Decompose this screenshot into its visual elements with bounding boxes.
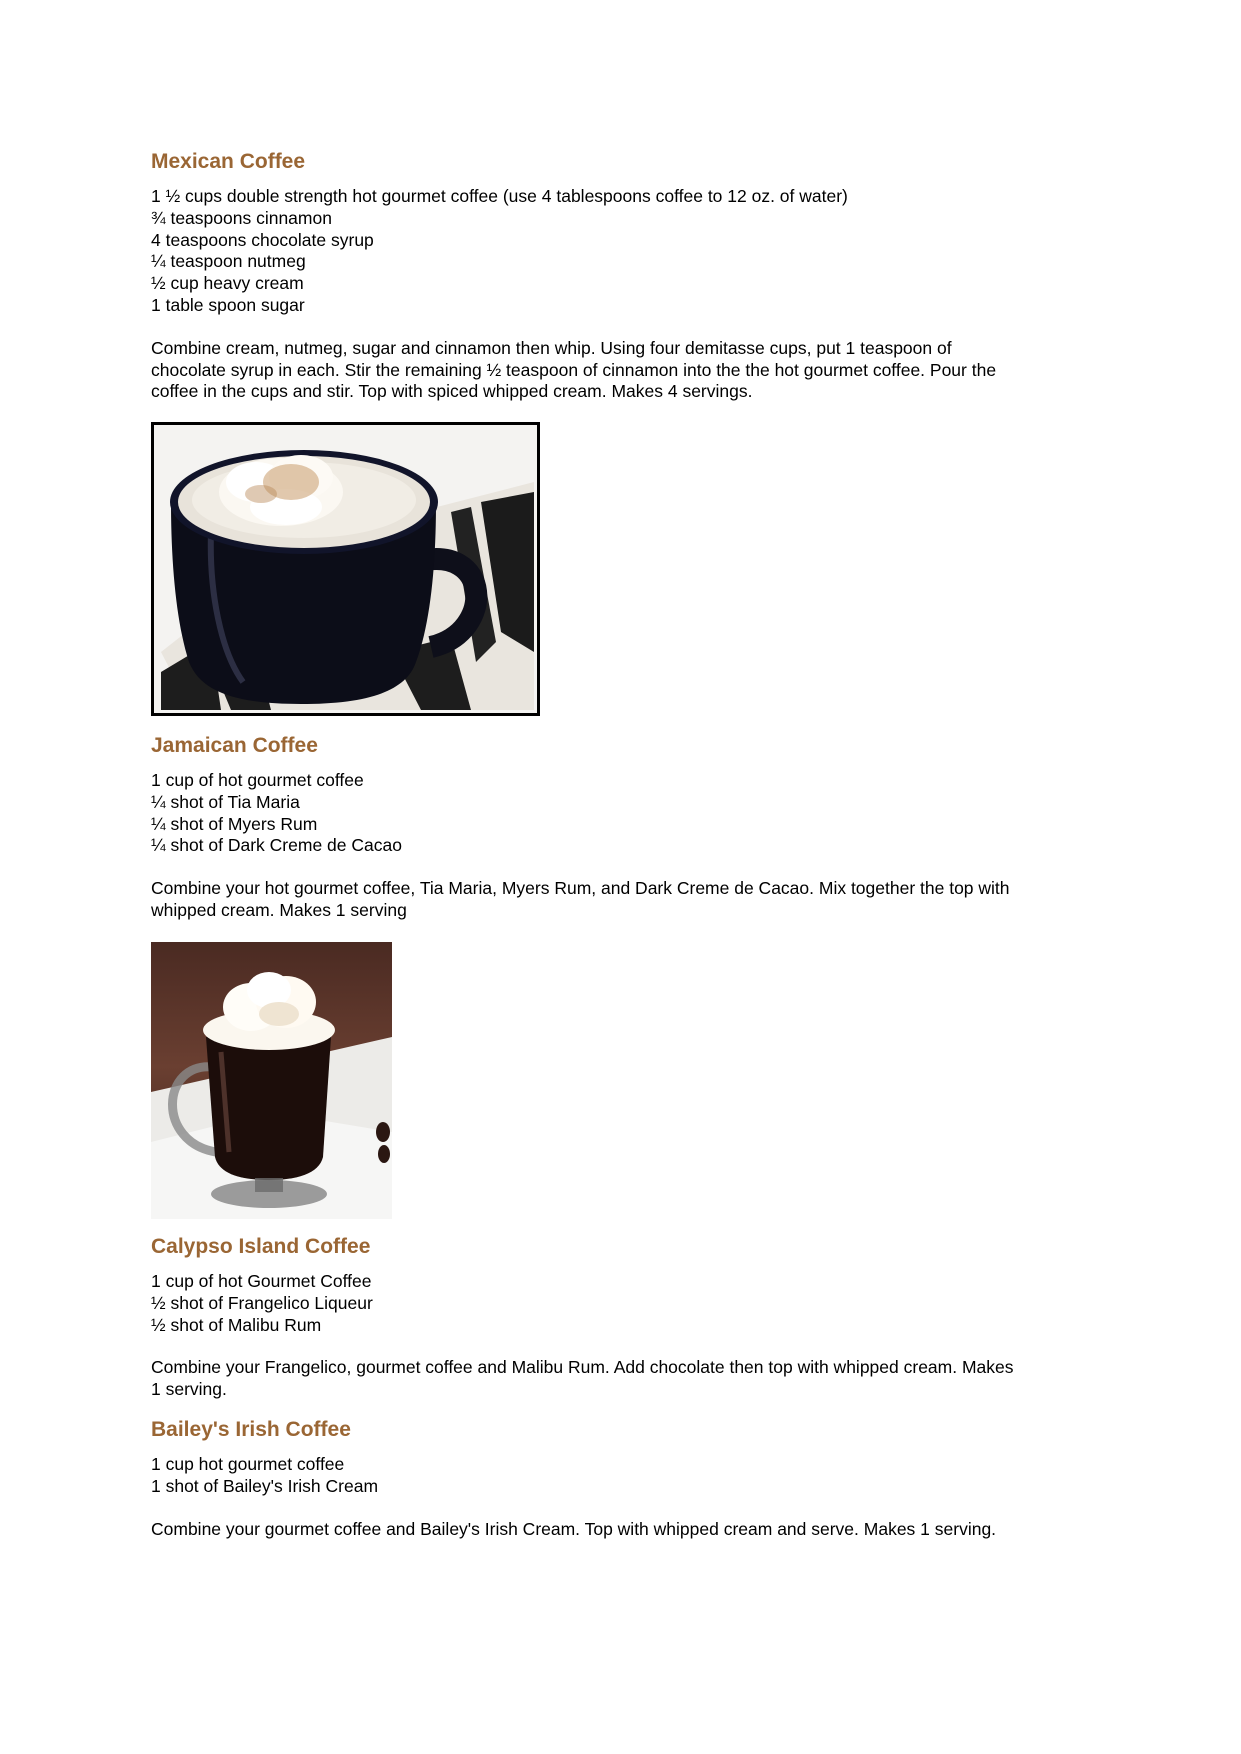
method-line: Combine your hot gourmet coffee, Tia Maria, Myers Rum, and Dark Creme de Cacao. Mix together the top with xyxy=(151,878,1010,899)
ingredient-list xyxy=(151,186,1091,317)
method-line: coffee in the cups and stir. Top with spiced whipped cream. Makes 4 servings. xyxy=(151,381,753,402)
ingredient: ¼ shot of Myers Rum xyxy=(151,813,318,834)
recipe-calypso-island-coffee xyxy=(151,1233,1091,1401)
method-line: chocolate syrup in each. Stir the remaining ½ teaspoon of cinnamon into the the hot gourmet coffee. Pour the xyxy=(151,359,997,380)
method-text xyxy=(151,878,1091,922)
method-line: Combine your Frangelico, gourmet coffee and Malibu Rum. Add chocolate then top with whipped cream. Makes xyxy=(151,1357,1014,1378)
ingredient: ¼ shot of Tia Maria xyxy=(151,791,300,812)
recipe-mexican-coffee xyxy=(151,148,1091,716)
ingredient: 1 cup of hot Gourmet Coffee xyxy=(151,1271,372,1291)
ingredient: 1 cup of hot gourmet coffee xyxy=(151,770,364,790)
recipe-title: Mexican Coffee xyxy=(151,150,306,173)
ingredient-list xyxy=(151,1454,1091,1498)
ingredient: 4 teaspoons chocolate syrup xyxy=(151,229,374,250)
ingredient-list xyxy=(151,770,1091,857)
ingredient: 1 cup hot gourmet coffee xyxy=(151,1454,345,1474)
ingredient-list xyxy=(151,1271,1091,1336)
method-text xyxy=(151,1519,1091,1541)
recipe-baileys-irish-coffee xyxy=(151,1416,1091,1540)
method-text xyxy=(151,1357,1091,1401)
recipe-title: Bailey's Irish Coffee xyxy=(151,1418,351,1441)
recipe-title: Calypso Island Coffee xyxy=(151,1235,371,1258)
method-line: 1 serving. xyxy=(151,1379,227,1400)
recipe-title: Jamaican Coffee xyxy=(151,734,318,757)
method-line: whipped cream. Makes 1 serving xyxy=(151,899,407,920)
recipe-jamaican-coffee xyxy=(151,732,1091,1219)
ingredient: ¼ shot of Dark Creme de Cacao xyxy=(151,835,402,856)
ingredient: ½ shot of Malibu Rum xyxy=(151,1314,322,1335)
mexican-coffee-photo xyxy=(151,422,540,716)
method-line: Combine cream, nutmeg, sugar and cinnamon then whip. Using four demitasse cups, put 1 teaspoon of xyxy=(151,337,952,358)
ingredient: ¾ teaspoons cinnamon xyxy=(151,207,332,228)
method-text xyxy=(151,338,1091,403)
method-line: Combine your gourmet coffee and Bailey's Irish Cream. Top with whipped cream and serve. Makes 1 serving. xyxy=(151,1518,997,1539)
ingredient: ¼ teaspoon nutmeg xyxy=(151,251,306,272)
jamaican-coffee-photo xyxy=(151,942,392,1219)
ingredient: ½ cup heavy cream xyxy=(151,273,304,294)
ingredient: ½ shot of Frangelico Liqueur xyxy=(151,1292,373,1313)
ingredient: 1 table spoon sugar xyxy=(151,294,305,315)
ingredient: 1 shot of Bailey's Irish Cream xyxy=(151,1475,379,1496)
ingredient: 1 ½ cups double strength hot gourmet coffee (use 4 tablespoons coffee to 12 oz. of water) xyxy=(151,186,848,206)
